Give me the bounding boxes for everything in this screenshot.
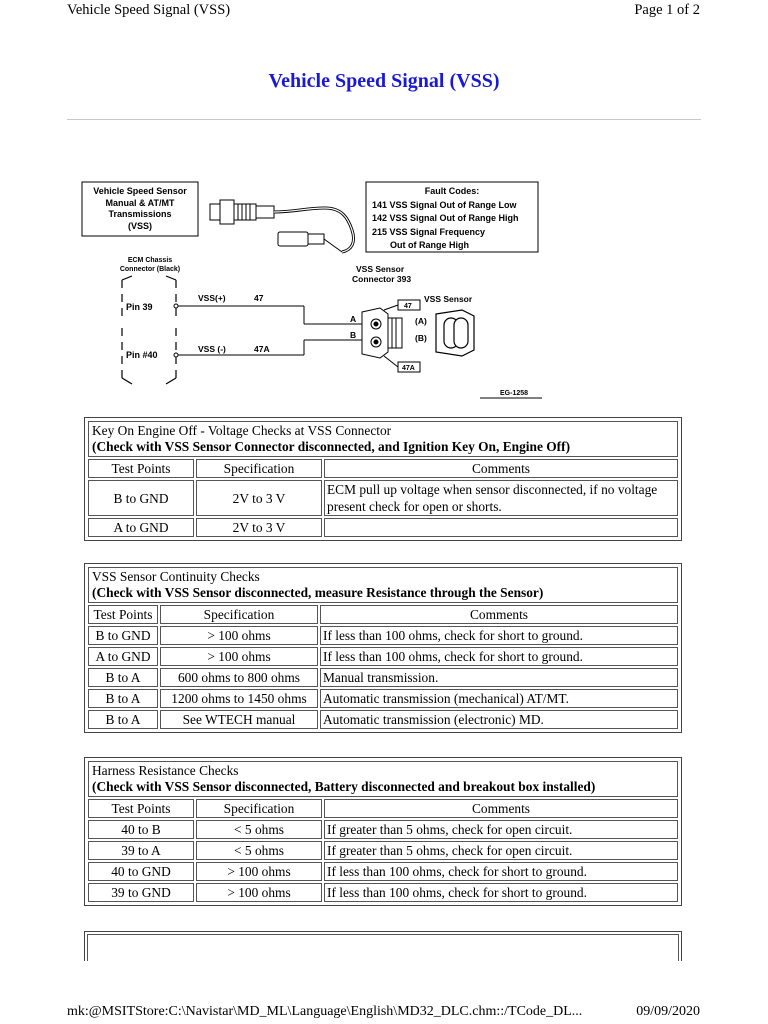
test-points-cell: A to GND bbox=[88, 518, 194, 537]
table-row bbox=[88, 518, 678, 537]
voltage-checks-table bbox=[84, 417, 682, 541]
sensor-box-line: Manual & AT/MT bbox=[105, 198, 175, 208]
specification-cell: > 100 ohms bbox=[160, 626, 318, 645]
speed-sensor-drawing bbox=[210, 200, 354, 252]
specification-cell: > 100 ohms bbox=[196, 862, 322, 881]
comments-cell: If less than 100 ohms, check for short to ground. bbox=[324, 862, 678, 881]
harness-resistance-table bbox=[84, 757, 682, 906]
table-row bbox=[88, 626, 678, 645]
sensor-pin-b: (B) bbox=[415, 333, 427, 343]
comments-cell: Automatic transmission (electronic) MD. bbox=[320, 710, 678, 729]
test-points-cell: 39 to A bbox=[88, 841, 194, 860]
specification-cell: < 5 ohms bbox=[196, 820, 322, 839]
test-points-cell: B to A bbox=[88, 668, 158, 687]
ecm-label: Connector (Black) bbox=[119, 266, 181, 273]
table-header-row bbox=[88, 459, 678, 478]
column-header: Comments bbox=[324, 459, 678, 478]
table-row bbox=[88, 883, 678, 902]
specification-cell: 1200 ohms to 1450 ohms bbox=[160, 689, 318, 708]
title-divider bbox=[67, 119, 701, 120]
table-caption-row bbox=[88, 567, 678, 603]
column-header: Test Points bbox=[88, 459, 194, 478]
pin39-label: Pin 39 bbox=[126, 302, 153, 312]
table-row bbox=[88, 841, 678, 860]
ecm-connector-outline bbox=[122, 276, 176, 384]
table-caption-note: (Check with VSS Sensor Connector disconnected, and Ignition Key On, Engine Off) bbox=[92, 439, 571, 454]
column-header: Test Points bbox=[88, 799, 194, 818]
test-points-cell: A to GND bbox=[88, 647, 158, 666]
comments-cell: If less than 100 ohms, check for short to ground. bbox=[320, 626, 678, 645]
column-header: Specification bbox=[196, 799, 322, 818]
fault-box-line: Fault Codes: bbox=[424, 186, 480, 196]
table-caption-note: (Check with VSS Sensor disconnected, Battery disconnected and breakout box installed) bbox=[92, 779, 596, 794]
column-header: Specification bbox=[196, 459, 322, 478]
wire-47-label: 47 bbox=[254, 293, 264, 303]
test-points-cell: 40 to GND bbox=[88, 862, 194, 881]
continuity-checks-table bbox=[84, 563, 682, 733]
column-header: Comments bbox=[320, 605, 678, 624]
test-points-cell: B to GND bbox=[88, 480, 194, 516]
table-row bbox=[88, 647, 678, 666]
page-number: Page 1 of 2 bbox=[634, 2, 700, 18]
specification-cell: See WTECH manual bbox=[160, 710, 318, 729]
test-points-cell: B to GND bbox=[88, 626, 158, 645]
specification-cell: < 5 ohms bbox=[196, 841, 322, 860]
test-points-cell: B to A bbox=[88, 710, 158, 729]
fault-box-line: 142 VSS Signal Out of Range High bbox=[372, 213, 519, 223]
table-caption-note: (Check with VSS Sensor disconnected, measure Resistance through the Sensor) bbox=[92, 585, 544, 600]
comments-cell: If greater than 5 ohms, check for open circuit. bbox=[324, 820, 678, 839]
pin-b-label: B bbox=[350, 330, 357, 340]
vss-minus-label: VSS (-) bbox=[198, 344, 226, 354]
table-header-row bbox=[88, 605, 678, 624]
connector-label: VSS Sensor bbox=[356, 264, 405, 274]
footer-date: 09/09/2020 bbox=[636, 1004, 700, 1019]
sensor-box-line: Vehicle Speed Sensor bbox=[93, 186, 187, 196]
pin-a-label: A bbox=[350, 314, 357, 324]
table-row bbox=[88, 480, 678, 516]
comments-cell: If less than 100 ohms, check for short to ground. bbox=[324, 883, 678, 902]
comments-cell: ECM pull up voltage when sensor disconnected, if no voltage present check for open or shorts. bbox=[324, 480, 678, 516]
sensor-pin-a: (A) bbox=[415, 316, 427, 326]
fault-box-line: 141 VSS Signal Out of Range Low bbox=[372, 200, 517, 210]
table-row bbox=[88, 668, 678, 687]
vss-plus-label: VSS(+) bbox=[198, 293, 226, 303]
fault-box-line: Out of Range High bbox=[390, 240, 469, 250]
vss-wiring-diagram bbox=[80, 178, 545, 400]
column-header: Test Points bbox=[88, 605, 158, 624]
comments-cell: If less than 100 ohms, check for short to ground. bbox=[320, 647, 678, 666]
specification-cell: 2V to 3 V bbox=[196, 518, 322, 537]
sensor-box-line: (VSS) bbox=[127, 221, 153, 231]
ecm-label: ECM Chassis bbox=[127, 257, 173, 264]
table-row bbox=[88, 820, 678, 839]
tag-47: 47 bbox=[404, 303, 412, 310]
table-caption-title: Harness Resistance Checks bbox=[92, 763, 239, 778]
column-header: Comments bbox=[324, 799, 678, 818]
wire-47a-label: 47A bbox=[254, 344, 270, 354]
specification-cell: 600 ohms to 800 ohms bbox=[160, 668, 318, 687]
page-header-title: Vehicle Speed Signal (VSS) bbox=[67, 2, 231, 18]
footer-path: mk:@MSITStore:C:\Navistar\MD_ML\Language\English\MD32_DLC.chm::/TCode_DL... bbox=[67, 1004, 583, 1019]
specification-cell: > 100 ohms bbox=[160, 647, 318, 666]
table-caption-row bbox=[88, 421, 678, 457]
test-points-cell: 39 to GND bbox=[88, 883, 194, 902]
table-caption-title: VSS Sensor Continuity Checks bbox=[92, 569, 260, 584]
pin40-label: Pin #40 bbox=[126, 350, 158, 360]
sensor-box-line: Transmissions bbox=[108, 209, 172, 219]
vss-sensor-label: VSS Sensor bbox=[424, 294, 473, 304]
test-points-cell: B to A bbox=[88, 689, 158, 708]
specification-cell: > 100 ohms bbox=[196, 883, 322, 902]
comments-cell: Manual transmission. bbox=[320, 668, 678, 687]
fault-box-line: 215 VSS Signal Frequency bbox=[372, 227, 486, 237]
vss-sensor-connector bbox=[436, 310, 474, 356]
figure-id: EG-1258 bbox=[500, 390, 529, 397]
comments-cell: Automatic transmission (mechanical) AT/MT. bbox=[320, 689, 678, 708]
page-title: Vehicle Speed Signal (VSS) bbox=[268, 70, 500, 92]
test-points-cell: 40 to B bbox=[88, 820, 194, 839]
table-header-row bbox=[88, 799, 678, 818]
table-caption-row bbox=[88, 761, 678, 797]
connector-label: Connector 393 bbox=[352, 274, 412, 284]
comments-cell: If greater than 5 ohms, check for open circuit. bbox=[324, 841, 678, 860]
table-row bbox=[88, 862, 678, 881]
next-table-inner bbox=[87, 934, 679, 961]
next-table-frame bbox=[84, 931, 682, 961]
table-caption-title: Key On Engine Off - Voltage Checks at VSS Connector bbox=[92, 423, 392, 438]
column-header: Specification bbox=[160, 605, 318, 624]
table-row bbox=[88, 689, 678, 708]
table-row bbox=[88, 710, 678, 729]
specification-cell: 2V to 3 V bbox=[196, 480, 322, 516]
tag-47a: 47A bbox=[402, 365, 415, 372]
vss-connector-393 bbox=[362, 300, 420, 372]
comments-cell bbox=[324, 518, 678, 537]
